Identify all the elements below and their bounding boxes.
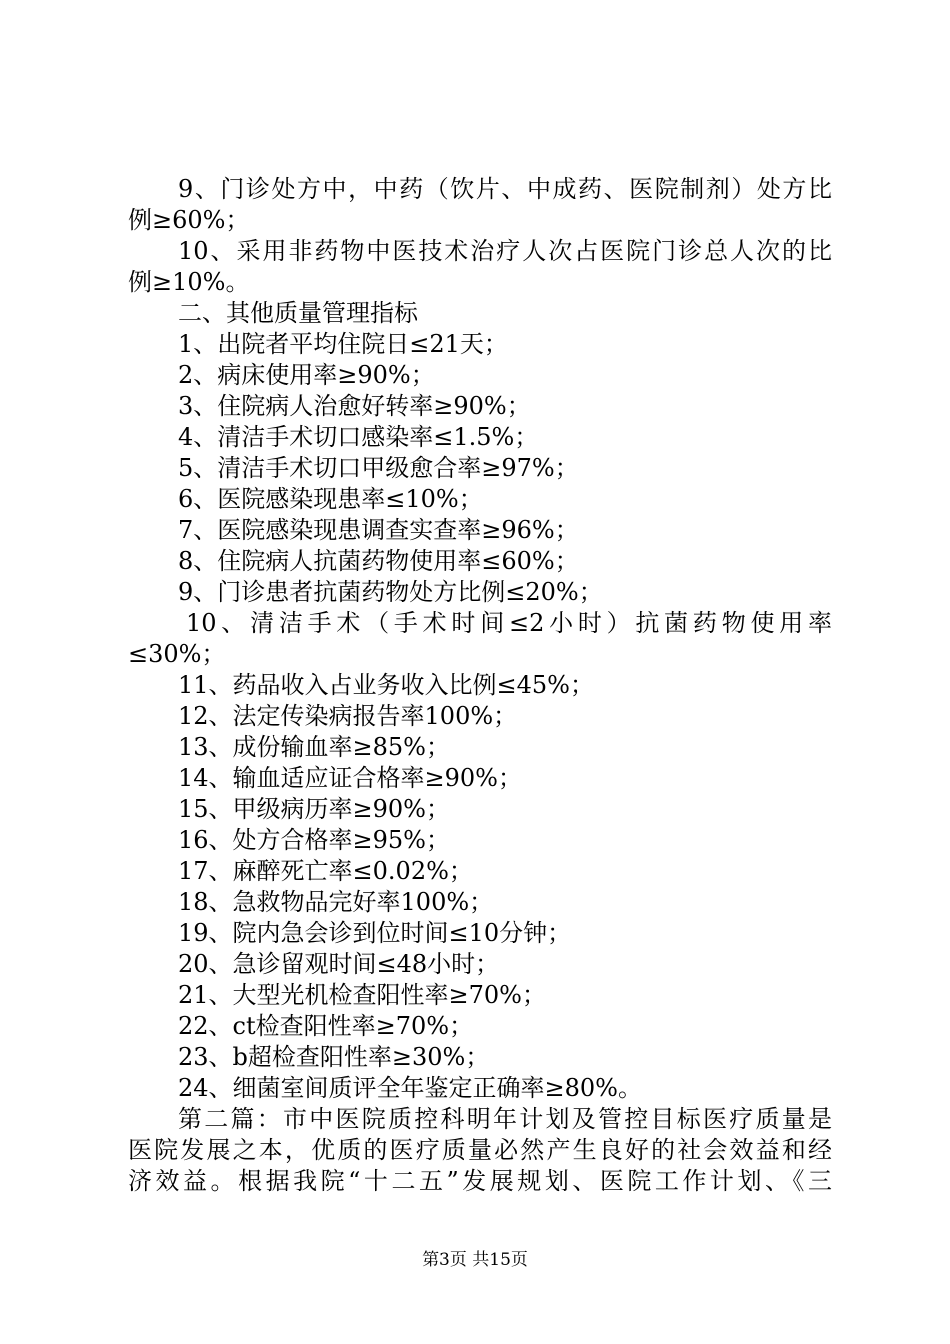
paragraph-line: 第二篇：市中医院质控科明年计划及管控目标医疗质量是 <box>178 1105 832 1133</box>
text-line: 例≥60%； <box>128 206 250 234</box>
paragraph-line: 济效益。根据我院“十二五”发展规划、医院工作计划、《三 <box>128 1167 832 1195</box>
list-item: 10、清洁手术（手术时间≤2小时）抗菌药物使用率 <box>186 609 832 637</box>
text-line: 例≥10%。 <box>128 268 250 296</box>
paragraph-line: 医院发展之本，优质的医疗质量必然产生良好的社会效益和经 <box>128 1136 832 1164</box>
list-item: 9、门诊患者抗菌药物处方比例≤20%； <box>178 578 603 606</box>
list-item: 21、大型光机检查阳性率≥70%； <box>178 981 546 1009</box>
section-heading: 二、其他质量管理指标 <box>178 299 418 327</box>
list-item: 16、处方合格率≥95%； <box>178 826 450 854</box>
list-item: 14、输血适应证合格率≥90%； <box>178 764 522 792</box>
list-item: 1、出院者平均住院日≤21天； <box>178 330 508 358</box>
text-line: 9、门诊处方中，中药（饮片、中成药、医院制剂）处方比 <box>178 175 832 203</box>
list-item: 12、法定传染病报告率100%； <box>178 702 518 730</box>
list-item: 7、医院感染现患调查实查率≥96%； <box>178 516 579 544</box>
list-item: 22、ct检查阳性率≥70%； <box>178 1012 474 1040</box>
list-item: 2、病床使用率≥90%； <box>178 361 435 389</box>
list-item: 8、住院病人抗菌药物使用率≤60%； <box>178 547 579 575</box>
list-item: 20、急诊留观时间≤48小时； <box>178 950 500 978</box>
list-item: 18、急救物品完好率100%； <box>178 888 494 916</box>
document-body <box>128 174 832 1197</box>
list-item: 13、成份输血率≥85%； <box>178 733 450 761</box>
list-item: 3、住院病人治愈好转率≥90%； <box>178 392 531 420</box>
list-item: 24、细菌室间质评全年鉴定正确率≥80%。 <box>178 1074 642 1102</box>
text-line: 10、采用非药物中医技术治疗人次占医院门诊总人次的比 <box>178 237 832 265</box>
list-item-continuation: ≤30%； <box>128 640 226 668</box>
page-footer: 第3页 共15页 <box>422 1250 528 1270</box>
list-item: 15、甲级病历率≥90%； <box>178 795 450 823</box>
list-item: 5、清洁手术切口甲级愈合率≥97%； <box>178 454 579 482</box>
list-item: 4、清洁手术切口感染率≤1.5%； <box>178 423 539 451</box>
list-item: 11、药品收入占业务收入比例≤45%； <box>178 671 594 699</box>
list-item: 17、麻醉死亡率≤0.02%； <box>178 857 473 885</box>
list-item: 23、b超检查阳性率≥30%； <box>178 1043 490 1071</box>
list-item: 6、医院感染现患率≤10%； <box>178 485 483 513</box>
list-item: 19、院内急会诊到位时间≤10分钟； <box>178 919 572 947</box>
